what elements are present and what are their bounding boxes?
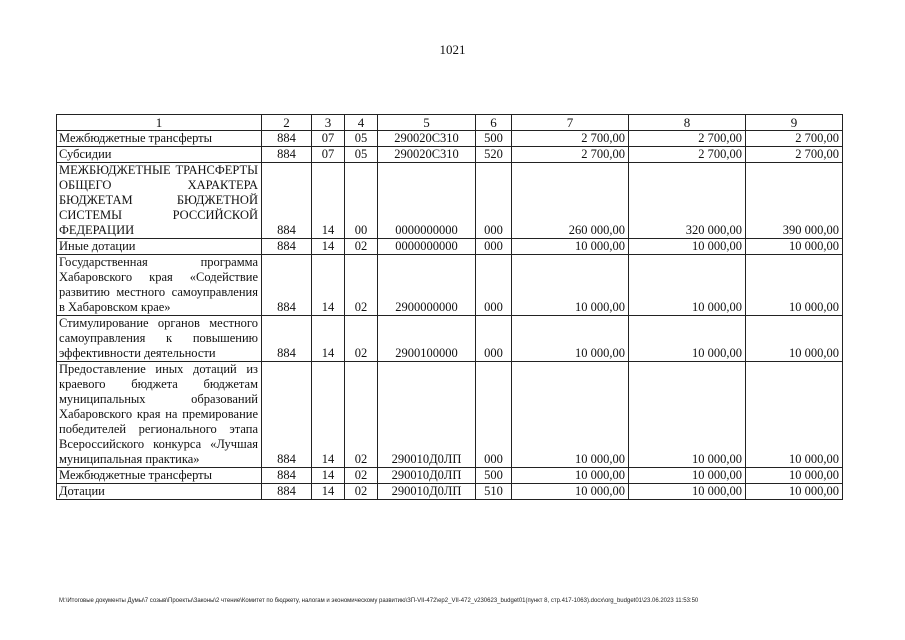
- row-name-cell: [57, 147, 262, 163]
- target-article-cell: 290010Д0ЛП: [378, 468, 476, 484]
- subsection-code-cell: 05: [345, 147, 378, 163]
- subsection-code-cell: 02: [345, 239, 378, 255]
- expense-type-cell: 000: [476, 255, 512, 316]
- table-header-row: [57, 115, 843, 131]
- amount-year2-cell: 10 000,00: [629, 316, 746, 362]
- expense-type-cell: 000: [476, 239, 512, 255]
- header-cell: 3: [312, 115, 345, 131]
- expense-type-cell: 500: [476, 131, 512, 147]
- grbs-code-cell: 884: [262, 316, 312, 362]
- target-article-cell: 290020С310: [378, 131, 476, 147]
- amount-year1-cell: 2 700,00: [512, 131, 629, 147]
- section-code-cell: 14: [312, 468, 345, 484]
- header-cell: 5: [378, 115, 476, 131]
- table-row: [57, 239, 843, 255]
- amount-year3-cell: 10 000,00: [746, 484, 843, 500]
- amount-year3-cell: 390 000,00: [746, 163, 843, 239]
- grbs-code-cell: 884: [262, 468, 312, 484]
- amount-year1-cell: 10 000,00: [512, 484, 629, 500]
- row-name-cell: [57, 239, 262, 255]
- header-cell: 9: [746, 115, 843, 131]
- target-article-cell: 2900100000: [378, 316, 476, 362]
- header-cell: 1: [57, 115, 262, 131]
- table-row: [57, 255, 843, 316]
- header-cell: 4: [345, 115, 378, 131]
- amount-year1-cell: 260 000,00: [512, 163, 629, 239]
- grbs-code-cell: 884: [262, 163, 312, 239]
- amount-year3-cell: 10 000,00: [746, 316, 843, 362]
- row-name-text: Стимулирование органов местного самоуправления к повышению эффективности деятельности: [59, 316, 258, 360]
- expense-type-cell: 000: [476, 362, 512, 468]
- section-code-cell: 14: [312, 362, 345, 468]
- amount-year1-cell: 2 700,00: [512, 147, 629, 163]
- target-article-cell: 290010Д0ЛП: [378, 362, 476, 468]
- expense-type-cell: 000: [476, 163, 512, 239]
- row-name-text: Межбюджетные трансферты: [59, 131, 213, 145]
- section-code-cell: 07: [312, 147, 345, 163]
- footer-file-path: M:\Итоговые документы Думы\7 созыв\Проекты\Законы\2 чтение\Комитет по бюджету, налогам и экономическому развитию\ЗП-VII-472\ер2_VII-472_v230623_budget01(пункт 8, стр.417-1063).docx\org_budget01\23.06.2023 11:53:50: [59, 598, 699, 604]
- row-name-text: МЕЖБЮДЖЕТНЫЕ ТРАНСФЕРТЫ ОБЩЕГО ХАРАКТЕРА БЮДЖЕТАМ БЮДЖЕТНОЙ СИСТЕМЫ РОССИЙСКОЙ ФЕДЕРАЦИИ: [59, 163, 258, 237]
- row-name-cell: [57, 468, 262, 484]
- amount-year2-cell: 10 000,00: [629, 239, 746, 255]
- expense-type-cell: 000: [476, 316, 512, 362]
- table-row: [57, 468, 843, 484]
- header-cell: 2: [262, 115, 312, 131]
- row-name-text: Государственная программа Хабаровского края «Содействие развитию местного самоуправления в Хабаровском крае»: [59, 255, 258, 314]
- budget-table: [56, 114, 843, 500]
- amount-year3-cell: 10 000,00: [746, 468, 843, 484]
- subsection-code-cell: 02: [345, 362, 378, 468]
- target-article-cell: 2900000000: [378, 255, 476, 316]
- grbs-code-cell: 884: [262, 255, 312, 316]
- section-code-cell: 14: [312, 316, 345, 362]
- amount-year3-cell: 10 000,00: [746, 362, 843, 468]
- page-number: 1021: [439, 42, 466, 57]
- table-row: [57, 316, 843, 362]
- amount-year2-cell: 10 000,00: [629, 484, 746, 500]
- header-cell: 8: [629, 115, 746, 131]
- table-row: [57, 484, 843, 500]
- subsection-code-cell: 02: [345, 468, 378, 484]
- amount-year1-cell: 10 000,00: [512, 239, 629, 255]
- amount-year2-cell: 10 000,00: [629, 468, 746, 484]
- amount-year1-cell: 10 000,00: [512, 255, 629, 316]
- amount-year1-cell: 10 000,00: [512, 316, 629, 362]
- amount-year3-cell: 10 000,00: [746, 239, 843, 255]
- expense-type-cell: 520: [476, 147, 512, 163]
- table-row: [57, 163, 843, 239]
- amount-year1-cell: 10 000,00: [512, 362, 629, 468]
- row-name-text: Субсидии: [59, 147, 112, 161]
- amount-year2-cell: 10 000,00: [629, 255, 746, 316]
- expense-type-cell: 510: [476, 484, 512, 500]
- grbs-code-cell: 884: [262, 362, 312, 468]
- target-article-cell: 0000000000: [378, 239, 476, 255]
- amount-year2-cell: 2 700,00: [629, 147, 746, 163]
- target-article-cell: 0000000000: [378, 163, 476, 239]
- section-code-cell: 07: [312, 131, 345, 147]
- row-name-text: Дотации: [59, 484, 105, 498]
- amount-year2-cell: 2 700,00: [629, 131, 746, 147]
- row-name-cell: [57, 163, 262, 239]
- table-row: [57, 131, 843, 147]
- row-name-text: Предоставление иных дотаций из краевого бюджета бюджетам муниципальных образований Хабаровского края на премирование победителей регионального этапа Всероссийского конкурса «Лучшая муниципальная практика»: [59, 362, 258, 466]
- subsection-code-cell: 02: [345, 484, 378, 500]
- row-name-cell: [57, 255, 262, 316]
- section-code-cell: 14: [312, 163, 345, 239]
- amount-year2-cell: 10 000,00: [629, 362, 746, 468]
- section-code-cell: 14: [312, 239, 345, 255]
- amount-year3-cell: 2 700,00: [746, 147, 843, 163]
- grbs-code-cell: 884: [262, 484, 312, 500]
- grbs-code-cell: 884: [262, 147, 312, 163]
- amount-year3-cell: 10 000,00: [746, 255, 843, 316]
- row-name-text: Межбюджетные трансферты: [59, 468, 213, 482]
- row-name-cell: [57, 362, 262, 468]
- amount-year3-cell: 2 700,00: [746, 131, 843, 147]
- section-code-cell: 14: [312, 255, 345, 316]
- row-name-text: Иные дотации: [59, 239, 136, 253]
- grbs-code-cell: 884: [262, 131, 312, 147]
- expense-type-cell: 500: [476, 468, 512, 484]
- grbs-code-cell: 884: [262, 239, 312, 255]
- subsection-code-cell: 02: [345, 316, 378, 362]
- subsection-code-cell: 05: [345, 131, 378, 147]
- table-row: [57, 147, 843, 163]
- amount-year1-cell: 10 000,00: [512, 468, 629, 484]
- header-cell: 6: [476, 115, 512, 131]
- table-row: [57, 362, 843, 468]
- section-code-cell: 14: [312, 484, 345, 500]
- subsection-code-cell: 02: [345, 255, 378, 316]
- target-article-cell: 290020С310: [378, 147, 476, 163]
- row-name-cell: [57, 316, 262, 362]
- header-cell: 7: [512, 115, 629, 131]
- amount-year2-cell: 320 000,00: [629, 163, 746, 239]
- row-name-cell: [57, 484, 262, 500]
- row-name-cell: [57, 131, 262, 147]
- subsection-code-cell: 00: [345, 163, 378, 239]
- target-article-cell: 290010Д0ЛП: [378, 484, 476, 500]
